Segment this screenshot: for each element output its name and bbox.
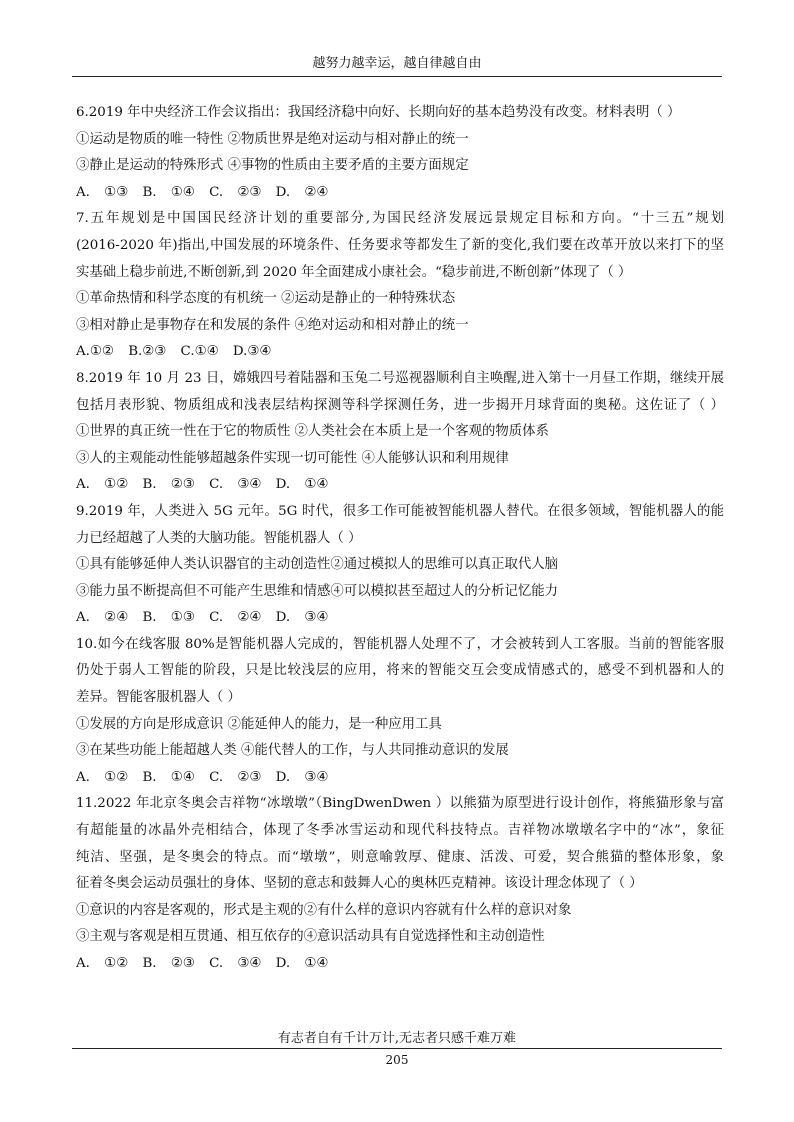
question-10 [76,632,724,792]
question-9-answer-choices: A. ②④ B. ①③ C. ②④ D. ③④ [76,610,329,626]
question-6-stem-line-1: 6.2019 年中央经济工作会议指出：我国经济稳中向好、长期向好的基本趋势没有改变。材料表明（ ） [76,105,681,120]
footer-divider [72,1048,722,1049]
question-8-option-line-2: ③人的主观能动性能够超越条件实现一切可能性 ④人能够认识和利用规律 [76,450,509,466]
question-10-stem-line-1: 10.如今在线客服 80%是智能机器人完成的，智能机器人处理不了，才会被转到人工客服。当前的智能客服 [76,636,724,652]
question-11-option-line-2: ③主观与客观是相互贯通、相互依存的④意识活动具有自觉选择性和主动创造性 [76,929,545,945]
question-11-stem-line-2: 有超能量的冰晶外壳相结合，体现了冬季冰雪运动和现代科技特点。吉祥物冰墩墩名字中的“冰”，象征 [76,823,724,839]
question-6-option-line-2: ③静止是运动的特殊形式 ④事物的性质由主要矛盾的主要方面规定 [76,158,469,174]
question-9 [76,499,724,632]
question-6 [76,100,724,206]
question-8-stem-line-2: 包括月表形貌、物质组成和浅表层结构探测等科学探测任务，进一步揭开月球背面的奥秘。这佐证了（ ） [76,397,724,413]
question-10-stem-line-3: 差异。智能客服机器人（ ） [76,690,241,706]
question-11-stem-line-1: 11.2022 年北京冬奥会吉祥物“冰墩墩”（BingDwenDwen ）以熊猫为原型进行设计创作，将熊猫形象与富 [76,796,724,812]
question-11-stem-line-4: 征着冬奥会运动员强壮的身体、坚韧的意志和鼓舞人心的奥林匹克精神。该设计理念体现了（ ） [76,876,643,892]
question-7-stem-line-3: 实基础上稳步前进,不断创新,到 2020 年全面建成小康社会。“稳步前进,不断创新”体现了（ ） [76,264,632,280]
question-7-option-line-2: ③相对静止是事物存在和发展的条件 ④绝对运动和相对静止的统一 [76,317,469,333]
question-7 [76,206,724,366]
question-10-option-line-1: ①发展的方向是形成意识 ②能延伸人的能力，是一种应用工具 [76,716,442,732]
question-9-stem-line-1: 9.2019 年，人类进入 5G 元年。5G 时代，很多工作可能被智能机器人替代。在很多领域，智能机器人的能 [76,503,724,519]
question-7-stem-line-2: (2016-2020 年)指出,中国发展的环境条件、任务要求等都发生了新的变化,我们要在改革开放以来打下的坚 [76,237,724,253]
question-8-answer-choices: A. ①② B. ②③ C. ③④ D. ①④ [76,477,329,493]
question-8-option-line-1: ①世界的真正统一性在于它的物质性 ②人类社会在本质上是一个客观的物质体系 [76,424,549,440]
page-number: 205 [385,1053,409,1067]
page-footer-motto: 有志者自有千计万计,无志者只感千难万难 [277,1031,517,1046]
question-11-answer-choices: A. ①② B. ②③ C. ③④ D. ①④ [76,956,329,971]
question-6-option-line-1: ①运动是物质的唯一特性 ②物质世界是绝对运动与相对静止的统一 [76,131,469,147]
question-11-stem-line-3: 纯洁、坚强，是冬奥会的特点。而“墩墩”，则意喻敦厚、健康、活泼、可爱，契合熊猫的整体形象，象 [76,849,724,865]
question-6-answer-choices: A. ①③ B. ①④ C. ②③ D. ②④ [76,184,329,200]
question-9-stem-line-2: 力已经超越了人类的大脑功能。智能机器人（ ） [76,530,362,546]
question-11 [76,791,724,977]
question-7-answer-choices: A.①② B.②③ C.①④ D.③④ [76,344,272,360]
page-header-motto: 越努力越幸运，越自律越自由 [312,56,482,71]
question-list [76,100,724,978]
question-8 [76,366,724,499]
question-11-option-line-1: ①意识的内容是客观的，形式是主观的②有什么样的意识内容就有什么样的意识对象 [76,902,572,918]
question-7-stem-line-1: 7.五年规划是中国国民经济计划的重要部分,为国民经济发展远景规定目标和方向。“十三五”规划 [76,211,724,227]
question-8-stem-line-1: 8.2019 年 10 月 23 日，嫦娥四号着陆器和玉兔二号巡视器顺利自主唤醒,进入第十一月昼工作期，继续开展 [76,370,724,386]
header-divider [72,76,722,77]
question-10-answer-choices: A. ①② B. ①④ C. ②③ D. ③④ [76,769,329,785]
question-10-option-line-2: ③在某些功能上能超越人类 ④能代替人的工作，与人共同推动意识的发展 [76,743,509,759]
question-7-option-line-1: ①革命热情和科学态度的有机统一 ②运动是静止的一种特殊状态 [76,291,456,307]
question-9-option-line-1: ①具有能够延伸人类认识器官的主动创造性②通过模拟人的思维可以真正取代人脑 [76,557,559,573]
question-10-stem-line-2: 仍处于弱人工智能的阶段，只是比较浅层的应用，将来的智能交互会变成情感式的，感受不到机器和人的 [76,663,724,679]
question-9-option-line-2: ③能力虽不断提高但不可能产生思维和情感④可以模拟甚至超过人的分析记忆能力 [76,583,559,599]
